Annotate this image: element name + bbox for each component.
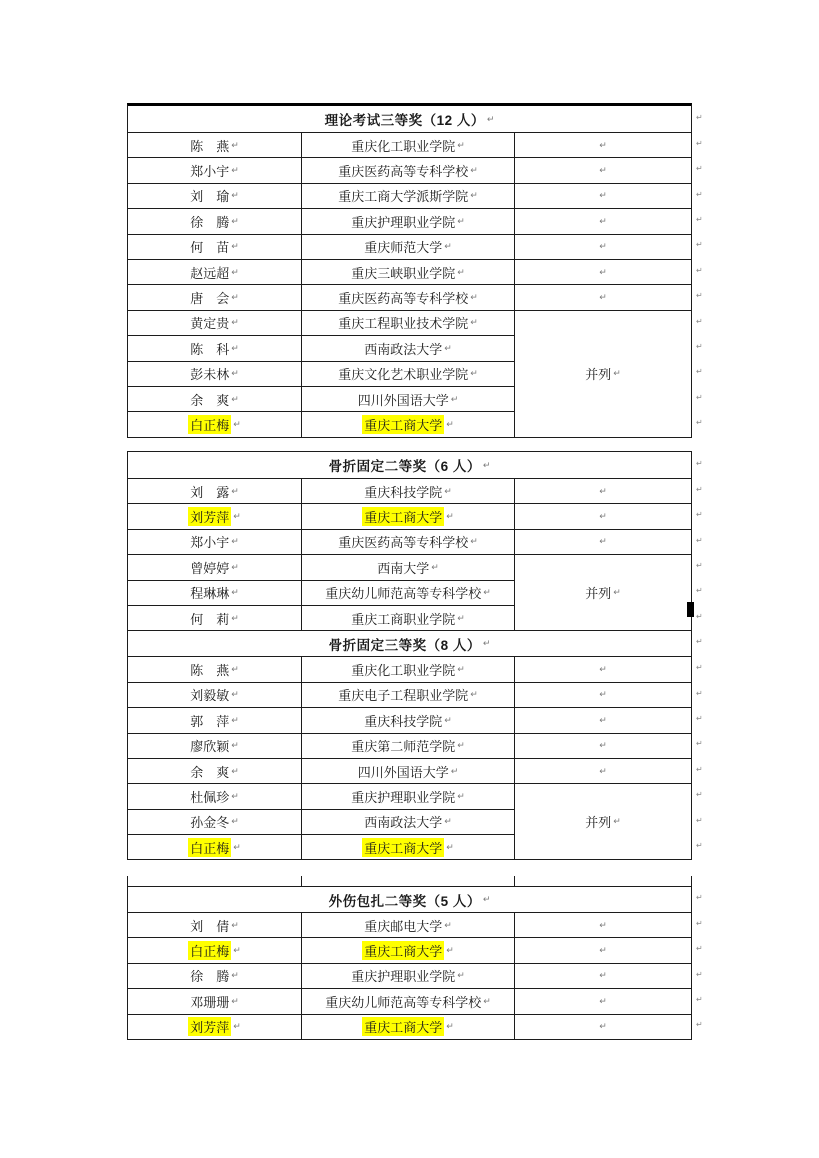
winner-name: 廖欣颖: [190, 739, 230, 755]
winner-school: 重庆工商大学: [362, 507, 444, 526]
winner-name-cell: [128, 157, 302, 182]
pilcrow-mark-icon: ↵: [613, 368, 621, 379]
note-cell: [515, 234, 691, 259]
table-section-header: [128, 630, 691, 656]
row-end-mark-icon: ↵: [696, 138, 703, 148]
pilcrow-mark-icon: ↵: [233, 945, 241, 956]
pilcrow-mark-icon: ↵: [613, 816, 621, 827]
winner-school-cell: [302, 783, 515, 808]
row-end-mark-icon: ↵: [696, 969, 703, 979]
row-end-mark-icon: ↵: [696, 113, 703, 122]
row-end-mark-icon: ↵: [696, 764, 703, 774]
pilcrow-mark-icon: ↵: [599, 919, 607, 930]
pilcrow-mark-icon: ↵: [231, 266, 239, 277]
row-end-mark-icon: ↵: [696, 189, 703, 199]
partial-row-cell: [515, 876, 691, 886]
winner-school-cell: [302, 733, 515, 758]
winner-school-cell: [302, 758, 515, 783]
pilcrow-mark-icon: ↵: [231, 342, 239, 353]
winner-school: 重庆幼儿师范高等专科学校: [325, 994, 482, 1010]
winner-name-cell: [128, 361, 302, 386]
winner-name-cell: [128, 834, 302, 859]
row-end-mark-icon: ↵: [696, 944, 703, 954]
winner-name: 曾婷婷: [190, 560, 230, 576]
winner-name: 刘毅敏: [190, 688, 230, 704]
winner-name: 郑小宇: [190, 164, 230, 180]
pilcrow-mark-icon: ↵: [470, 292, 478, 303]
winner-school: 重庆师范大学: [364, 240, 443, 256]
winner-school-cell: [302, 912, 515, 937]
winner-name: 刘芳萍: [188, 1017, 231, 1036]
winner-school-cell: [302, 605, 515, 630]
pilcrow-mark-icon: ↵: [599, 740, 607, 751]
winner-school-cell: [302, 580, 515, 605]
row-end-mark-icon: ↵: [696, 840, 703, 850]
winner-name: 何 莉: [190, 611, 230, 627]
winner-name: 陈 燕: [190, 663, 230, 679]
winner-school: 重庆电子工程职业学院: [338, 688, 469, 704]
row-end-mark-icon: ↵: [696, 663, 703, 673]
winner-school-cell: [302, 208, 515, 233]
winner-school: 重庆化工职业学院: [351, 663, 456, 679]
winner-school: 重庆工程职业技术学院: [338, 316, 469, 332]
row-end-mark-icon: ↵: [696, 291, 703, 301]
winner-name-cell: [128, 234, 302, 259]
winner-name: 白正梅: [188, 838, 231, 857]
winner-school-cell: [302, 988, 515, 1013]
pilcrow-mark-icon: ↵: [231, 215, 239, 226]
pilcrow-mark-icon: ↵: [483, 995, 491, 1006]
winner-school-cell: [302, 132, 515, 157]
winner-school: 重庆工商大学派斯学院: [338, 189, 469, 205]
note-cell: [515, 1014, 691, 1039]
tie-label: 并列: [585, 586, 612, 602]
row-end-mark-icon: ↵: [696, 341, 703, 351]
row-end-mark-icon: ↵: [696, 713, 703, 723]
tie-note-cell: [515, 783, 691, 859]
row-end-mark-icon: ↵: [696, 1020, 703, 1030]
pilcrow-mark-icon: ↵: [231, 393, 239, 404]
winner-name: 郑小宇: [190, 535, 230, 551]
winner-name: 陈 科: [190, 341, 230, 357]
winner-name: 何 苗: [190, 240, 230, 256]
winner-school: 重庆邮电大学: [364, 918, 443, 934]
pilcrow-mark-icon: ↵: [599, 139, 607, 150]
pilcrow-mark-icon: ↵: [457, 790, 465, 801]
winner-name-cell: [128, 656, 302, 681]
pilcrow-mark-icon: ↵: [231, 790, 239, 801]
note-cell: [515, 529, 691, 554]
winner-school: 重庆工商大学: [362, 1017, 444, 1036]
winner-name-cell: [128, 912, 302, 937]
winner-school: 重庆工商大学: [362, 415, 444, 434]
row-end-mark-icon: ↵: [696, 586, 703, 596]
winner-school-cell: [302, 1014, 515, 1039]
winner-school: 重庆第二师范学院: [351, 739, 456, 755]
winner-name: 徐 腾: [190, 969, 230, 985]
partial-row-cell: [128, 876, 302, 886]
pilcrow-mark-icon: ↵: [233, 1021, 241, 1032]
tie-label: 并列: [585, 367, 612, 383]
row-end-mark-icon: ↵: [696, 637, 703, 647]
winner-school: 重庆科技学院: [364, 713, 443, 729]
winner-school: 重庆护理职业学院: [351, 789, 456, 805]
section-title: 外伤包扎二等奖（5 人）: [328, 893, 481, 909]
winner-school-cell: [302, 656, 515, 681]
winner-school-cell: [302, 937, 515, 962]
winner-school: 西南政法大学: [364, 815, 443, 831]
pilcrow-mark-icon: ↵: [431, 561, 439, 572]
row-end-mark-icon: ↵: [696, 994, 703, 1004]
pilcrow-mark-icon: ↵: [470, 368, 478, 379]
pilcrow-mark-icon: ↵: [231, 995, 239, 1006]
winner-name: 余 爽: [190, 764, 230, 780]
winner-school: 重庆化工职业学院: [351, 138, 456, 154]
pilcrow-mark-icon: ↵: [231, 536, 239, 547]
row-end-mark-icon: ↵: [696, 790, 703, 800]
partial-row-cell: [302, 876, 515, 886]
row-end-mark-icon: ↵: [696, 484, 703, 494]
pilcrow-mark-icon: ↵: [231, 765, 239, 776]
winner-name-cell: [128, 411, 302, 436]
pilcrow-mark-icon: ↵: [444, 816, 452, 827]
row-end-mark-icon: ↵: [696, 265, 703, 275]
note-cell: [515, 478, 691, 503]
winner-school-cell: [302, 284, 515, 309]
pilcrow-mark-icon: ↵: [599, 714, 607, 725]
winner-school-cell: [302, 157, 515, 182]
pilcrow-mark-icon: ↵: [231, 190, 239, 201]
note-cell: [515, 988, 691, 1013]
winner-name: 白正梅: [188, 941, 231, 960]
pilcrow-mark-icon: ↵: [444, 485, 452, 496]
pilcrow-mark-icon: ↵: [599, 241, 607, 252]
row-end-mark-icon: ↵: [696, 535, 703, 545]
row-end-mark-icon: ↵: [696, 240, 703, 250]
row-end-mark-icon: ↵: [696, 392, 703, 402]
tie-note-cell: [515, 554, 691, 630]
winner-school-cell: [302, 234, 515, 259]
pilcrow-mark-icon: ↵: [233, 511, 241, 522]
row-end-mark-icon: ↵: [696, 739, 703, 749]
row-end-mark-icon: ↵: [696, 459, 703, 468]
pilcrow-mark-icon: ↵: [470, 689, 478, 700]
pilcrow-mark-icon: ↵: [457, 215, 465, 226]
winner-name-cell: [128, 529, 302, 554]
winner-name-cell: [128, 937, 302, 962]
pilcrow-mark-icon: ↵: [231, 241, 239, 252]
winner-name-cell: [128, 1014, 302, 1039]
pilcrow-mark-icon: ↵: [457, 612, 465, 623]
winner-school-cell: [302, 529, 515, 554]
pilcrow-mark-icon: ↵: [446, 841, 454, 852]
pilcrow-mark-icon: ↵: [231, 714, 239, 725]
winner-school-cell: [302, 707, 515, 732]
tie-label: 并列: [585, 815, 612, 831]
winner-name-cell: [128, 310, 302, 335]
section-title: 骨折固定三等奖（8 人）: [328, 637, 481, 653]
winner-school: 四川外国语大学: [357, 764, 449, 780]
section-title: 理论考试三等奖（12 人）: [324, 113, 485, 128]
section-title: 骨折固定二等奖（6 人）: [328, 459, 481, 474]
note-cell: [515, 183, 691, 208]
winner-name: 邓珊珊: [190, 994, 230, 1010]
winner-name: 孙金冬: [190, 815, 230, 831]
winner-name: 赵远超: [190, 265, 230, 281]
winner-school-cell: [302, 183, 515, 208]
winner-name-cell: [128, 478, 302, 503]
winner-name: 刘芳萍: [188, 507, 231, 526]
winner-school: 重庆文化艺术职业学院: [338, 367, 469, 383]
row-end-mark-icon: ↵: [696, 611, 703, 621]
winner-school: 重庆幼儿师范高等专科学校: [325, 586, 482, 602]
pilcrow-mark-icon: ↵: [599, 266, 607, 277]
pilcrow-mark-icon: ↵: [444, 342, 452, 353]
pilcrow-mark-icon: ↵: [231, 485, 239, 496]
winner-school: 重庆医药高等专科学校: [338, 164, 469, 180]
pilcrow-mark-icon: ↵: [470, 317, 478, 328]
winner-name-cell: [128, 783, 302, 808]
pilcrow-mark-icon: ↵: [457, 970, 465, 981]
winner-school: 重庆医药高等专科学校: [338, 535, 469, 551]
note-cell: [515, 937, 691, 962]
pilcrow-mark-icon: ↵: [599, 292, 607, 303]
table-section-header: [128, 886, 691, 912]
pilcrow-mark-icon: ↵: [231, 561, 239, 572]
note-cell: [515, 157, 691, 182]
pilcrow-mark-icon: ↵: [599, 190, 607, 201]
winner-school: 西南政法大学: [364, 341, 443, 357]
winner-name-cell: [128, 386, 302, 411]
winner-school-cell: [302, 478, 515, 503]
pilcrow-mark-icon: ↵: [613, 587, 621, 598]
winner-name-cell: [128, 707, 302, 732]
pilcrow-mark-icon: ↵: [446, 1021, 454, 1032]
pilcrow-mark-icon: ↵: [599, 970, 607, 981]
pilcrow-mark-icon: ↵: [482, 894, 491, 904]
table-section-header: [128, 106, 691, 132]
winner-name-cell: [128, 503, 302, 528]
winner-school: 重庆护理职业学院: [351, 214, 456, 230]
pilcrow-mark-icon: ↵: [233, 841, 241, 852]
pilcrow-mark-icon: ↵: [482, 459, 491, 470]
pilcrow-mark-icon: ↵: [599, 995, 607, 1006]
note-cell: [515, 503, 691, 528]
winner-school: 重庆医药高等专科学校: [338, 291, 469, 307]
winner-school: 四川外国语大学: [357, 392, 449, 408]
winner-school-cell: [302, 963, 515, 988]
pilcrow-mark-icon: ↵: [446, 418, 454, 429]
winner-name: 刘 倩: [190, 918, 230, 934]
winner-school: 西南大学: [377, 560, 430, 576]
pilcrow-mark-icon: ↵: [231, 292, 239, 303]
winner-school-cell: [302, 554, 515, 579]
note-cell: [515, 259, 691, 284]
pilcrow-mark-icon: ↵: [482, 638, 491, 649]
pilcrow-mark-icon: ↵: [450, 765, 459, 776]
row-end-mark-icon: ↵: [696, 510, 703, 520]
winner-school-cell: [302, 503, 515, 528]
pilcrow-mark-icon: ↵: [231, 664, 239, 675]
winner-name: 白正梅: [188, 415, 231, 434]
pilcrow-mark-icon: ↵: [599, 485, 607, 496]
winner-name-cell: [128, 554, 302, 579]
note-cell: [515, 758, 691, 783]
award-table-wound-bandaging-second-prize: [127, 876, 703, 1040]
winner-name-cell: [128, 580, 302, 605]
pilcrow-mark-icon: ↵: [231, 317, 239, 328]
pilcrow-mark-icon: ↵: [457, 266, 465, 277]
note-cell: [515, 682, 691, 707]
pilcrow-mark-icon: ↵: [231, 165, 239, 176]
winner-name-cell: [128, 208, 302, 233]
winner-name: 刘 瑜: [190, 189, 230, 205]
winner-name-cell: [128, 259, 302, 284]
winner-school-cell: [302, 361, 515, 386]
winner-name: 徐 腾: [190, 214, 230, 230]
note-cell: [515, 912, 691, 937]
winner-school-cell: [302, 259, 515, 284]
tie-note-cell: [515, 310, 691, 437]
winner-name: 程琳琳: [190, 586, 230, 602]
winner-name-cell: [128, 733, 302, 758]
row-end-mark-icon: ↵: [696, 893, 703, 902]
pilcrow-mark-icon: ↵: [599, 945, 607, 956]
pilcrow-mark-icon: ↵: [231, 689, 239, 700]
pilcrow-mark-icon: ↵: [599, 1021, 607, 1032]
row-end-mark-icon: ↵: [696, 316, 703, 326]
pilcrow-mark-icon: ↵: [444, 919, 452, 930]
pilcrow-mark-icon: ↵: [599, 165, 607, 176]
table-section-header: [128, 452, 691, 478]
note-cell: [515, 284, 691, 309]
winner-school: 重庆工商大学: [362, 941, 444, 960]
row-end-mark-icon: ↵: [696, 367, 703, 377]
winner-school-cell: [302, 386, 515, 411]
winner-school: 重庆工商职业学院: [351, 611, 456, 627]
winner-name-cell: [128, 284, 302, 309]
pilcrow-mark-icon: ↵: [231, 740, 239, 751]
winner-school-cell: [302, 834, 515, 859]
pilcrow-mark-icon: ↵: [470, 536, 478, 547]
pilcrow-mark-icon: ↵: [486, 113, 495, 124]
winner-name-cell: [128, 963, 302, 988]
winner-name: 杜佩珍: [190, 789, 230, 805]
pilcrow-mark-icon: ↵: [231, 587, 239, 598]
row-end-mark-icon: ↵: [696, 214, 703, 224]
pilcrow-mark-icon: ↵: [446, 945, 454, 956]
pilcrow-mark-icon: ↵: [446, 511, 454, 522]
winner-school-cell: [302, 411, 515, 436]
pilcrow-mark-icon: ↵: [599, 765, 607, 776]
pilcrow-mark-icon: ↵: [231, 816, 239, 827]
pilcrow-mark-icon: ↵: [599, 664, 607, 675]
winner-school: 重庆三峡职业学院: [351, 265, 456, 281]
winner-name-cell: [128, 809, 302, 834]
winner-name-cell: [128, 132, 302, 157]
winner-name: 黄定贵: [190, 316, 230, 332]
winner-name-cell: [128, 988, 302, 1013]
pilcrow-mark-icon: ↵: [231, 139, 239, 150]
row-end-mark-icon: ↵: [696, 815, 703, 825]
winner-name-cell: [128, 758, 302, 783]
pilcrow-mark-icon: ↵: [457, 664, 465, 675]
winner-school-cell: [302, 335, 515, 360]
row-end-mark-icon: ↵: [696, 164, 703, 174]
winner-name: 唐 会: [190, 291, 230, 307]
row-end-mark-icon: ↵: [696, 560, 703, 570]
note-cell: [515, 132, 691, 157]
winner-school: 重庆工商大学: [362, 838, 444, 857]
winner-name: 彭未林: [190, 367, 230, 383]
row-end-mark-icon: ↵: [696, 918, 703, 928]
winner-name: 刘 露: [190, 484, 230, 500]
award-table-fracture-fixation-prizes: [127, 451, 703, 860]
pilcrow-mark-icon: ↵: [457, 740, 465, 751]
winner-name-cell: [128, 605, 302, 630]
text-cursor: [687, 602, 694, 617]
pilcrow-mark-icon: ↵: [470, 190, 478, 201]
pilcrow-mark-icon: ↵: [599, 215, 607, 226]
pilcrow-mark-icon: ↵: [231, 970, 239, 981]
pilcrow-mark-icon: ↵: [483, 587, 491, 598]
note-cell: [515, 963, 691, 988]
winner-name: 陈 燕: [190, 138, 230, 154]
pilcrow-mark-icon: ↵: [444, 714, 452, 725]
pilcrow-mark-icon: ↵: [470, 165, 478, 176]
note-cell: [515, 733, 691, 758]
winner-school-cell: [302, 310, 515, 335]
winner-school-cell: [302, 809, 515, 834]
winner-name-cell: [128, 682, 302, 707]
pilcrow-mark-icon: ↵: [231, 919, 239, 930]
winner-name: 郭 萍: [190, 713, 230, 729]
winner-school-cell: [302, 682, 515, 707]
note-cell: [515, 208, 691, 233]
winner-name-cell: [128, 335, 302, 360]
note-cell: [515, 656, 691, 681]
note-cell: [515, 707, 691, 732]
row-end-mark-icon: ↵: [696, 688, 703, 698]
pilcrow-mark-icon: ↵: [457, 139, 465, 150]
pilcrow-mark-icon: ↵: [450, 393, 459, 404]
pilcrow-mark-icon: ↵: [233, 418, 241, 429]
winner-name: 余 爽: [190, 392, 230, 408]
pilcrow-mark-icon: ↵: [599, 536, 607, 547]
pilcrow-mark-icon: ↵: [599, 689, 607, 700]
pilcrow-mark-icon: ↵: [231, 368, 239, 379]
row-end-mark-icon: ↵: [696, 418, 703, 428]
pilcrow-mark-icon: ↵: [444, 241, 452, 252]
winner-school: 重庆护理职业学院: [351, 969, 456, 985]
award-table-theory-exam-third-prize: [127, 103, 703, 438]
pilcrow-mark-icon: ↵: [599, 511, 607, 522]
winner-name-cell: [128, 183, 302, 208]
pilcrow-mark-icon: ↵: [231, 612, 239, 623]
winner-school: 重庆科技学院: [364, 484, 443, 500]
